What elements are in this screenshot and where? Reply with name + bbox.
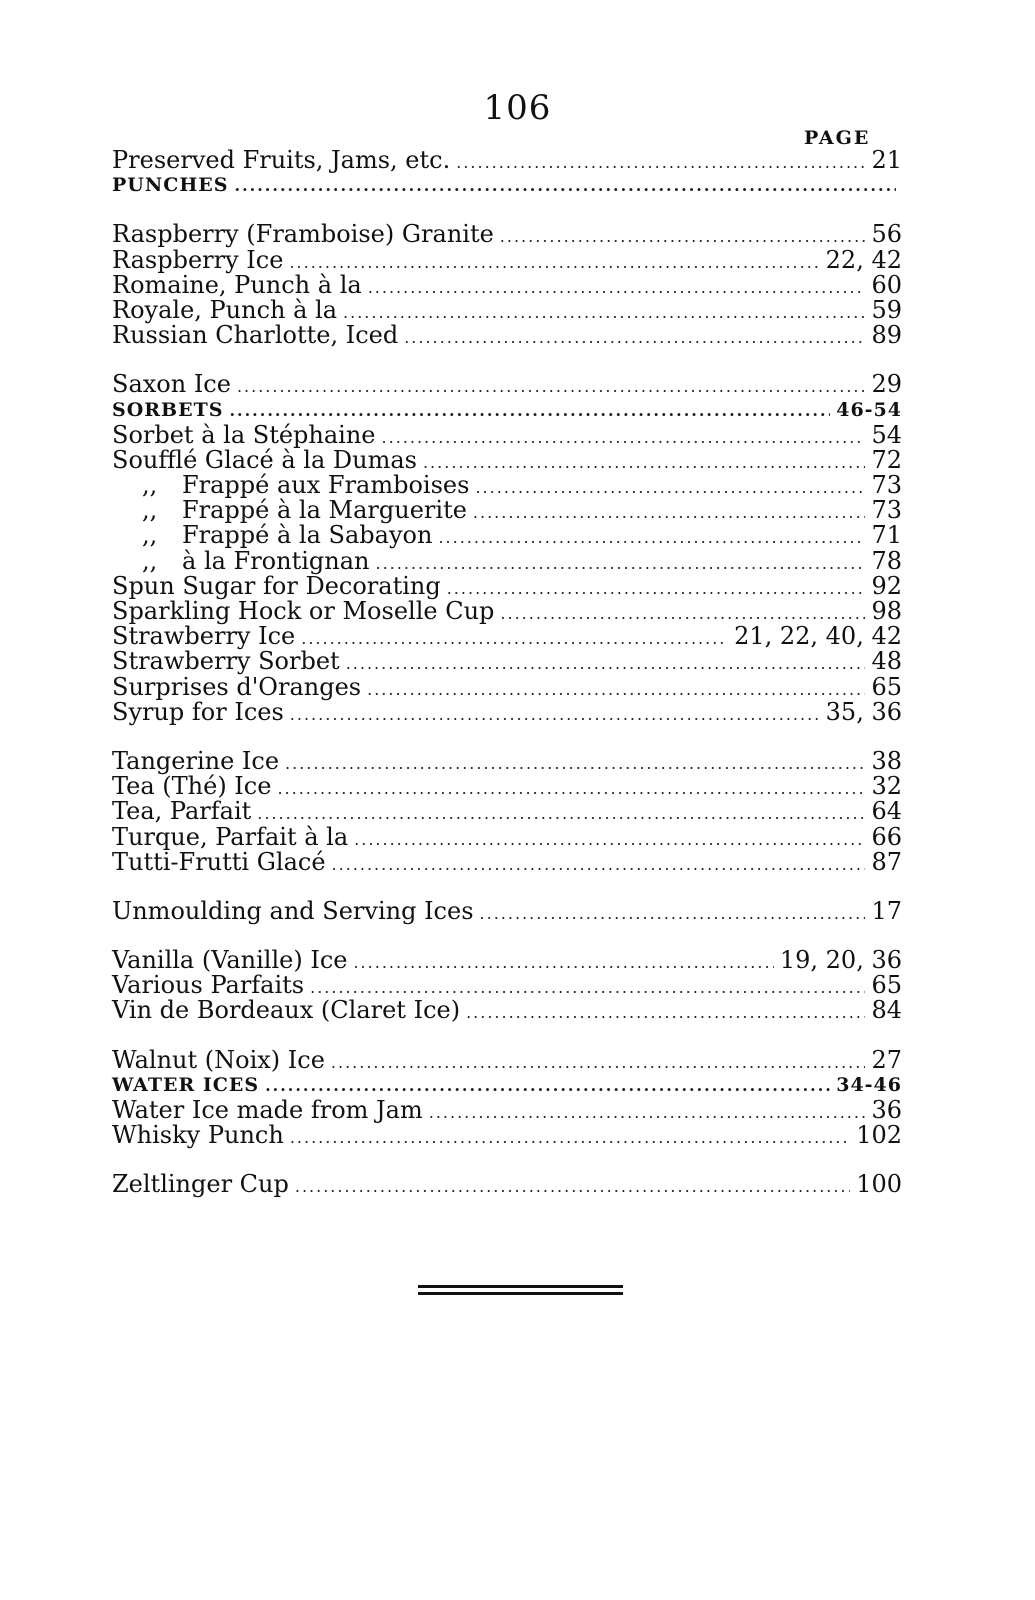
index-entry [112, 896, 902, 925]
page-number: 106 [483, 88, 552, 128]
index-group [112, 746, 902, 876]
entry-title: Strawberry Sorbet [112, 647, 340, 676]
index-entry [112, 372, 902, 397]
entry-title: à la Frontignan [182, 546, 370, 575]
dot-leader [229, 398, 830, 423]
index-entry [112, 649, 902, 674]
entry-pages: 22, 42 [825, 245, 902, 274]
index-group [112, 222, 902, 348]
entry-pages: 73 [871, 496, 902, 525]
index-entry [112, 498, 902, 523]
dot-leader [290, 1125, 850, 1150]
entry-title: Syrup for Ices [112, 697, 284, 726]
end-rule [418, 1285, 623, 1295]
index-entry [112, 697, 902, 726]
entry-pages: 89 [871, 321, 902, 350]
index-entry [112, 323, 902, 348]
index-entry [112, 822, 902, 851]
index-entry [112, 295, 902, 324]
index-entry [112, 948, 902, 973]
index-entry [112, 672, 902, 701]
dot-leader [367, 677, 865, 702]
entry-pages: 71 [871, 521, 902, 550]
ditto-mark: ,, [142, 471, 158, 500]
page-column-heading: PAGE [804, 127, 871, 149]
index-entry [112, 571, 902, 600]
entry-pages: 56 [871, 220, 902, 249]
entry-title: Spun Sugar for Decorating [112, 571, 441, 600]
entry-pages: 21, 22, 40, 42 [734, 622, 902, 651]
entry-pages: 60 [871, 270, 902, 299]
index-group [112, 148, 902, 198]
entry-title: Soufflé Glacé à la Dumas [112, 445, 417, 474]
index-entry [112, 973, 902, 998]
dot-leader [265, 1073, 830, 1098]
index-entry [112, 1073, 902, 1098]
dot-leader [289, 250, 819, 275]
entry-title: Turque, Parfait à la [112, 822, 349, 851]
entry-title: WATER ICES [112, 1073, 260, 1096]
index-entry [112, 1098, 902, 1123]
entry-title: Vin de Bordeaux (Claret Ice) [112, 996, 461, 1025]
entry-pages: 19, 20, 36 [779, 946, 902, 975]
index-entry [112, 1045, 902, 1074]
entry-title: Various Parfaits [112, 971, 305, 1000]
entry-pages: 100 [856, 1170, 902, 1199]
entry-pages: 34-46 [836, 1073, 902, 1096]
index-entry [112, 998, 902, 1023]
entry-title: Tea (Thé) Ice [112, 772, 272, 801]
dot-leader [235, 173, 896, 198]
entry-pages: 36 [871, 1096, 902, 1124]
index-entry [112, 799, 902, 824]
dot-leader [285, 751, 865, 776]
dot-leader [368, 275, 866, 300]
entry-title: Tangerine Ice [112, 746, 280, 775]
index-entry [112, 148, 902, 173]
ditto-mark: ,, [142, 521, 158, 550]
entry-pages: 72 [871, 445, 902, 474]
entry-title: Water Ice made from Jam [112, 1096, 423, 1124]
entry-title: Zeltlinger Cup [112, 1170, 289, 1199]
entry-title: Royale, Punch à la [112, 295, 338, 324]
entry-title: Preserved Fruits, Jams, etc. [112, 146, 451, 174]
entry-title: Russian Charlotte, Iced [112, 321, 399, 350]
entry-title: Frappé à la Sabayon [182, 521, 433, 550]
entry-pages: 48 [871, 647, 902, 676]
entry-title: Walnut (Noix) Ice [112, 1045, 325, 1074]
index-entry [112, 624, 902, 649]
entry-pages: 78 [871, 546, 902, 575]
entry-pages: 38 [871, 746, 902, 775]
entry-pages: 29 [871, 370, 902, 399]
entry-pages: 84 [871, 996, 902, 1025]
entry-title: Frappé aux Framboises [182, 471, 470, 500]
index-group [112, 372, 902, 725]
entry-title: Tea, Parfait [112, 797, 252, 826]
index-entry [112, 523, 902, 548]
entry-pages: 59 [871, 295, 902, 324]
dot-leader [346, 651, 866, 676]
dot-leader [480, 901, 866, 926]
entry-title: Tutti-Frutti Glacé [112, 847, 326, 876]
dot-leader [423, 450, 865, 475]
index-group [112, 1172, 902, 1197]
index-entry [112, 270, 902, 299]
entry-title: Strawberry Ice [112, 622, 296, 651]
dot-leader [353, 950, 773, 975]
index-entry [112, 599, 902, 624]
dot-leader [295, 1174, 850, 1199]
entry-pages: 73 [871, 471, 902, 500]
entry-title: Raspberry (Framboise) Granite [112, 220, 494, 249]
entry-title: Vanilla (Vanille) Ice [112, 946, 348, 975]
entry-title: Surprises d'Oranges [112, 672, 362, 701]
index-entry [112, 445, 902, 474]
index-entry [112, 222, 902, 247]
entry-title: PUNCHES [112, 174, 229, 197]
entry-pages: 65 [871, 971, 902, 1000]
entry-pages: 54 [871, 420, 902, 449]
entry-pages: 98 [871, 597, 902, 625]
entry-title: Whisky Punch [112, 1121, 284, 1150]
entry-pages: 32 [871, 772, 902, 801]
dot-leader [438, 525, 865, 550]
dot-leader [500, 224, 866, 249]
index-entry [112, 420, 902, 449]
entry-pages: 87 [871, 847, 902, 876]
index-entry [112, 1172, 902, 1197]
dot-leader [475, 475, 865, 500]
index-entry [112, 847, 902, 876]
index-entry [112, 173, 902, 198]
entry-title: Sorbet à la Stéphaine [112, 420, 376, 449]
entry-title: Sparkling Hock or Moselle Cup [112, 597, 495, 625]
index-entry [112, 774, 902, 799]
entry-title: Frappé à la Marguerite [182, 496, 467, 525]
entry-pages: 35, 36 [825, 697, 902, 726]
entry-pages: 102 [856, 1121, 902, 1150]
index-entry [112, 245, 902, 274]
index-entry [112, 473, 902, 498]
entry-title: Romaine, Punch à la [112, 270, 362, 299]
index-list [112, 148, 902, 1222]
index-entry [112, 1123, 902, 1148]
entry-pages: 64 [871, 797, 902, 826]
dot-leader [277, 776, 865, 801]
entry-pages: 27 [871, 1045, 902, 1074]
ditto-mark: ,, [142, 496, 158, 525]
index-entry [112, 546, 902, 575]
dot-leader [257, 801, 865, 826]
dot-leader [237, 374, 866, 399]
dot-leader [343, 300, 865, 325]
index-group [112, 896, 902, 925]
ditto-mark: ,, [142, 546, 158, 575]
dot-leader [290, 702, 820, 727]
dot-leader [382, 425, 866, 450]
entry-pages: 65 [871, 672, 902, 701]
entry-title: Saxon Ice [112, 370, 231, 399]
dot-leader [354, 827, 865, 852]
entry-pages: 46-54 [836, 398, 902, 421]
dot-leader [447, 576, 866, 601]
dot-leader [376, 551, 866, 576]
index-group [112, 1045, 902, 1150]
dot-leader [473, 500, 866, 525]
dot-leader [404, 325, 865, 350]
entry-title: SORBETS [112, 398, 224, 421]
index-entry [112, 746, 902, 775]
entry-title: Raspberry Ice [112, 245, 284, 274]
dot-leader [466, 1000, 865, 1025]
entry-pages: 21 [871, 146, 902, 174]
entry-pages: 66 [871, 822, 902, 851]
dot-leader [429, 1100, 866, 1125]
entry-title: Unmoulding and Serving Ices [112, 896, 474, 925]
dot-leader [332, 852, 866, 877]
index-group [112, 948, 902, 1024]
index-entry [112, 398, 902, 423]
dot-leader [331, 1050, 866, 1075]
dot-leader [301, 626, 728, 651]
dot-leader [456, 150, 865, 175]
entry-pages: 17 [871, 896, 902, 925]
entry-pages: 92 [871, 571, 902, 600]
